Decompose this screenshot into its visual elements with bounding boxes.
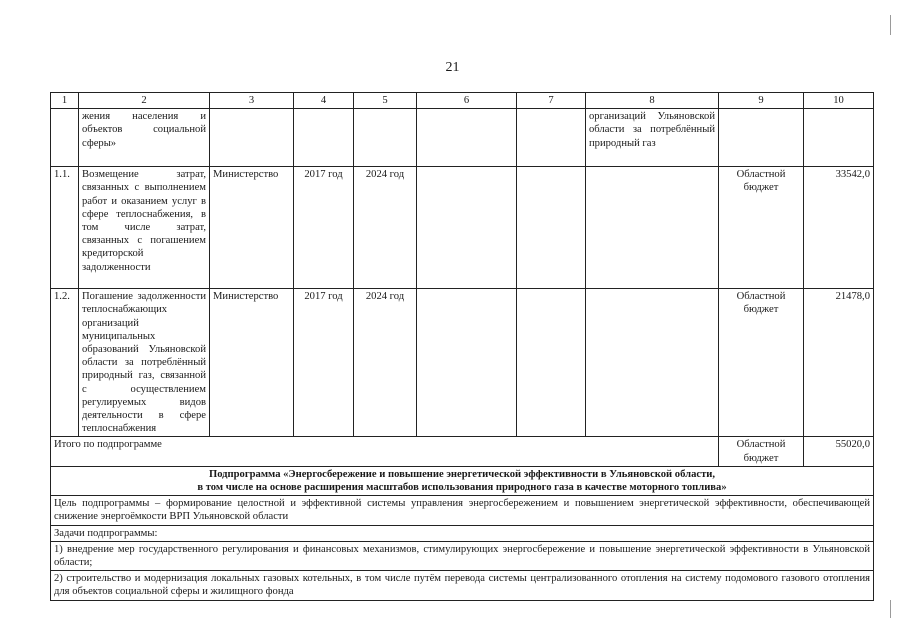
col-header-1: 1 <box>51 93 79 109</box>
subprogram-title-row <box>51 466 874 495</box>
scan-mark-top <box>890 15 891 35</box>
subprogram-title <box>51 466 874 495</box>
row-number: 1.1. <box>51 167 79 289</box>
page-number: 21 <box>445 60 460 75</box>
program-table <box>50 92 874 601</box>
executor: Министерство <box>210 167 294 289</box>
subprogram-goal: Цель подпрограммы – формирование целостной и эффективной системы управления энергосбережением и повышением энергетической эффективности, обеспечивающей снижение энергоёмкости ВРП Ульяновской области <box>51 496 874 525</box>
column-number-row <box>51 93 874 109</box>
task-1: 1) внедрение мер государственного регулирования и финансовых механизмов, стимулирующих энергосбережение и повышение энергетической эффективности в Ульяновской области; <box>51 541 873 570</box>
measure-name: Возмещение затрат, связанных с выполнением работ и оказанием услуг в сфере теплоснабжения, в том числе затрат, связанных с погашением кредиторской задолженности <box>79 167 210 289</box>
total-amount: 55020,0 <box>804 437 874 466</box>
total-label: Итого по подпрограмме <box>51 437 719 466</box>
table-row <box>51 167 874 289</box>
continuation-target: организаций Ульяновской области за потреблённый природный газ <box>586 109 719 167</box>
col-header-7: 7 <box>517 93 586 109</box>
total-row <box>51 437 874 466</box>
subprogram-title-line1: Подпрограмма «Энергосбережение и повышение энергетической эффективности в Ульяновской области, <box>208 468 716 480</box>
funding-amount: 21478,0 <box>804 289 874 437</box>
col-header-8: 8 <box>586 93 719 109</box>
start-year: 2017 год <box>294 289 354 437</box>
continuation-row <box>51 109 874 167</box>
end-year: 2024 год <box>354 167 417 289</box>
subprogram-tasks <box>51 525 874 600</box>
total-source: Областной бюджет <box>719 437 804 466</box>
subprogram-goal-row <box>51 496 874 525</box>
end-year: 2024 год <box>354 289 417 437</box>
col-header-6: 6 <box>417 93 517 109</box>
start-year: 2017 год <box>294 167 354 289</box>
funding-amount: 33542,0 <box>804 167 874 289</box>
table-row <box>51 289 874 437</box>
executor: Министерство <box>210 289 294 437</box>
col-header-5: 5 <box>354 93 417 109</box>
subprogram-title-line2: в том числе на основе расширения масштабов использования природного газа в качестве моторного топлива» <box>197 482 727 494</box>
continuation-name: жения населения и объектов социальной сферы» <box>79 109 210 167</box>
col-header-4: 4 <box>294 93 354 109</box>
col-header-2: 2 <box>79 93 210 109</box>
tasks-heading: Задачи подпрограммы: <box>54 527 158 539</box>
subprogram-tasks-row <box>51 525 874 600</box>
col-header-10: 10 <box>804 93 874 109</box>
col-header-3: 3 <box>210 93 294 109</box>
col-header-9: 9 <box>719 93 804 109</box>
funding-source: Областной бюджет <box>719 167 804 289</box>
measure-name: Погашение задолженности теплоснабжающих организаций муниципальных образований Ульяновской области за потреблённый природный газ, связанной с осуществлением регулируемых видов деятельности в сфере теплоснабжения <box>79 289 210 437</box>
row-number: 1.2. <box>51 289 79 437</box>
funding-source: Областной бюджет <box>719 289 804 437</box>
scan-mark-bottom <box>890 600 891 618</box>
task-2: 2) строительство и модернизация локальных газовых котельных, в том числе путём перевода системы централизованного отопления на систему подомового газового отопления для объектов социальной сферы и жилищного фонда <box>51 570 873 599</box>
